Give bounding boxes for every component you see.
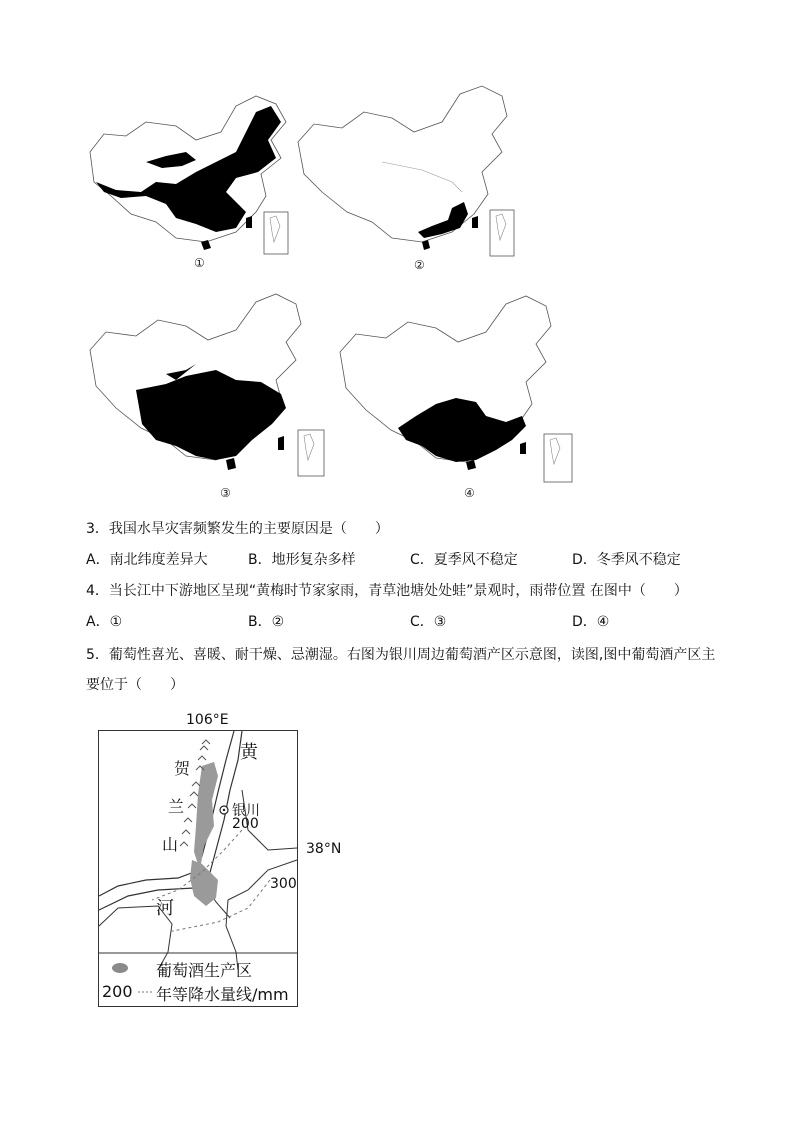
map-1-label: ① [194,256,205,270]
mountain-label-shan: 山 [162,835,179,854]
question-3-option-a: A．南北纬度差异大 [86,552,208,568]
mountain-label-he: 贺 [174,759,191,778]
question-3-option-c: C．夏季风不稳定 [410,552,518,568]
latitude-label: 38°N [306,841,342,857]
isohyet-label-300: 300 [270,876,297,892]
question-5-stem-line-1: 5．葡萄性喜光、喜暖、耐干燥、忌潮湿。右图为银川周边葡萄酒产区示意图，读图,图中葡萄酒产区主 [86,647,716,663]
question-4-option-b: B．② [248,614,285,630]
china-map-2 [292,82,532,272]
mountain-label-lan: 兰 [168,797,185,816]
legend-wine-label: 葡萄酒生产区 [156,961,253,980]
china-map-1 [86,92,306,270]
question-4-stem: 4．当长江中下游地区呈现“黄梅时节家家雨，青草池塘处处蛙”景观时，雨带位置 在图中（ ） [86,583,688,599]
question-3-option-d: D．冬季风不稳定 [572,552,681,568]
question-5-stem-line-2: 要位于（ ） [86,677,184,693]
river-label-he: 河 [156,898,174,919]
question-3-stem: 3．我国水旱灾害频繁发生的主要原因是（ ） [86,521,389,537]
legend-rain-value: 200 [102,982,133,1001]
yinchuan-wine-region-map [98,730,298,1007]
question-4-option-c: C．③ [410,614,447,630]
longitude-label: 106°E [186,712,229,728]
city-label-yinchuan: 银川 [232,803,260,819]
china-map-4 [336,292,586,500]
river-label-huang: 黄 [240,742,258,763]
question-4-option-d: D．④ [572,614,610,630]
map-2-label: ② [414,258,425,272]
map-4-label: ④ [464,486,475,500]
china-map-3 [86,290,336,500]
map-3-label: ③ [220,486,231,500]
isohyet-label-200: 200 [232,816,259,832]
question-4-option-a: A．① [86,614,123,630]
legend-rain-label: 年等降水量线/mm [156,985,289,1004]
question-3-option-b: B．地形复杂多样 [248,552,356,568]
